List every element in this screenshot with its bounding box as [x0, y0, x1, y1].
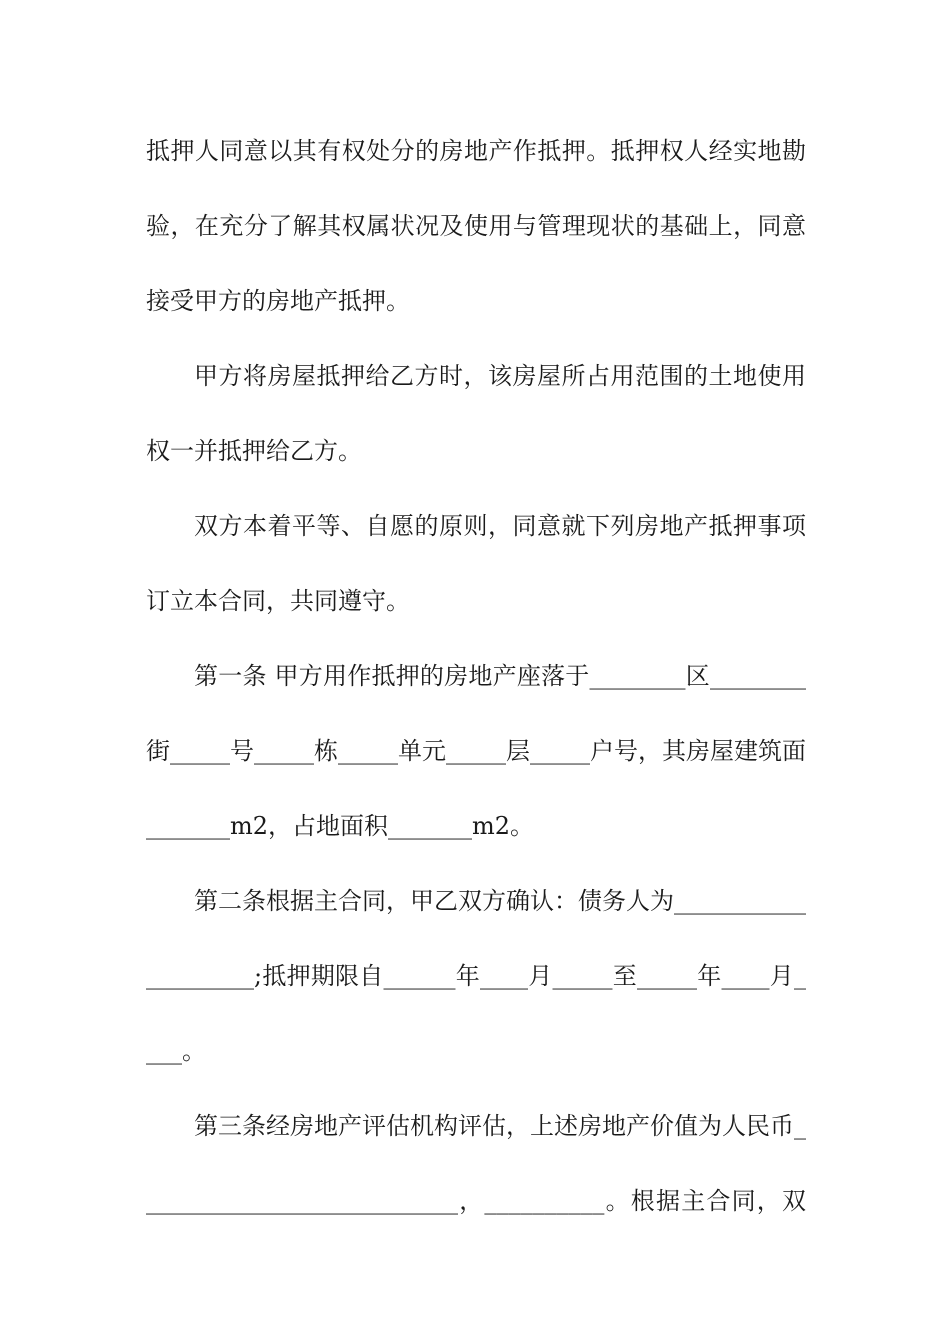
clause-2-line: ___。: [146, 1037, 206, 1065]
paragraph-line: 权一并抵押给乙方。: [146, 437, 362, 465]
paragraph-line: 甲方将房屋抵押给乙方时，该房屋所占用范围的土地使用: [194, 362, 806, 390]
paragraph-line: 双方本着平等、自愿的原则，同意就下列房地产抵押事项: [194, 512, 806, 540]
clause-2-line: _________;抵押期限自______年____月_____至_____年____月_: [146, 962, 806, 990]
clause-1-line: 第一条 甲方用作抵押的房地产座落于________区________: [194, 662, 806, 690]
paragraph-line: 订立本合同，共同遵守。: [146, 587, 410, 615]
clause-3-line: __________________________，__________。根据主合同，双: [146, 1187, 806, 1215]
clause-1-line: _______m2，占地面积_______m2。: [146, 812, 535, 840]
paragraph-line: 接受甲方的房地产抵押。: [146, 287, 410, 315]
paragraph-line: 抵押人同意以其有权处分的房地产作抵押。抵押权人经实地勘: [146, 137, 806, 165]
clause-1-line: 街_____号_____栋_____单元_____层_____户号，其房屋建筑面: [146, 737, 806, 765]
clause-3-line: 第三条经房地产评估机构评估，上述房地产价值为人民币_: [194, 1112, 806, 1140]
paragraph-line: 验，在充分了解其权属状况及使用与管理现状的基础上，同意: [146, 212, 806, 240]
clause-2-line: 第二条根据主合同，甲乙双方确认：债务人为___________: [194, 887, 806, 915]
